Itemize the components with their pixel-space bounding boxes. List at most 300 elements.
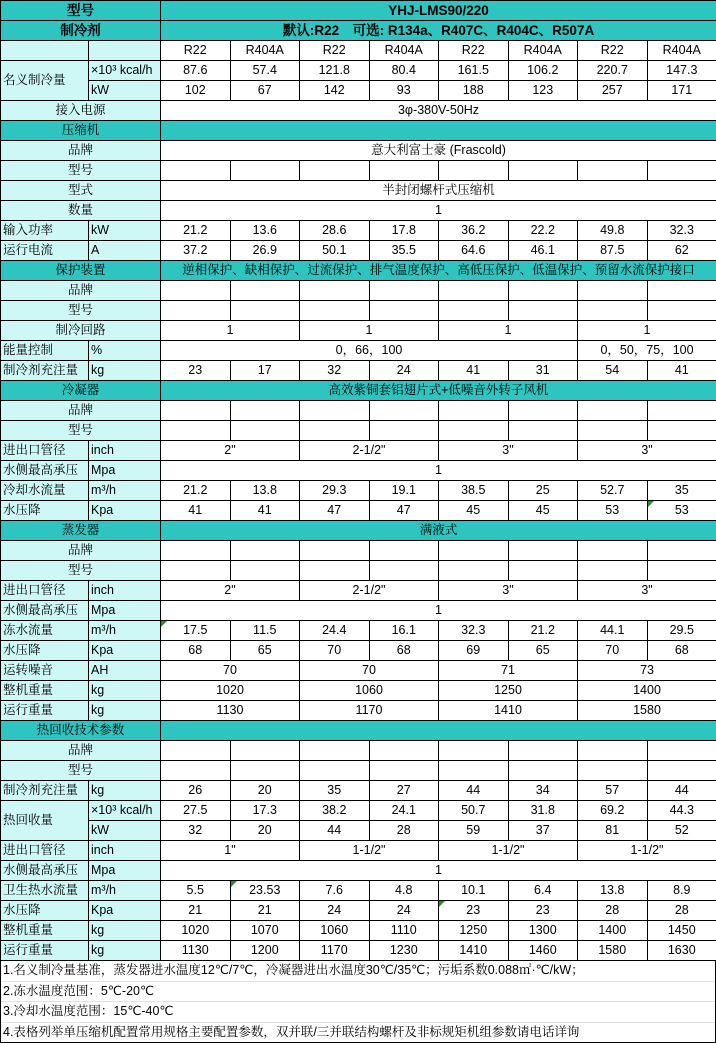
spec-cell: 70 <box>300 641 370 661</box>
spec-cell: 28.6 <box>300 221 370 241</box>
spec-cell: 1-1/2" <box>439 841 578 861</box>
unit-label: m³/h <box>89 881 161 901</box>
spec-cell: 1400 <box>578 681 716 701</box>
spec-cell: 1110 <box>369 921 439 941</box>
spec-cell: 93 <box>369 81 439 101</box>
unit-label: Mpa <box>89 861 161 881</box>
spec-cell <box>300 401 370 421</box>
spec-cell: 13.6 <box>230 221 300 241</box>
spec-cell: 23 <box>161 361 231 381</box>
spec-cell <box>161 161 231 181</box>
spec-cell <box>369 161 439 181</box>
spec-cell <box>300 281 370 301</box>
spec-cell: 171 <box>647 81 716 101</box>
spec-cell: 3" <box>578 581 716 601</box>
spec-cell: 68 <box>161 641 231 661</box>
spec-cell: 44 <box>647 781 716 801</box>
section-label: 型号 <box>1 1 161 21</box>
spec-cell: 5.5 <box>161 881 231 901</box>
row-label: 型号 <box>1 561 161 581</box>
spec-cell: 4.8 <box>369 881 439 901</box>
unit-label: AH <box>89 661 161 681</box>
spec-cell <box>369 741 439 761</box>
spec-cell: 34 <box>508 781 578 801</box>
section-value: 默认:R22 可选: R134a、R407C、R404C、R507A <box>161 21 716 41</box>
footnote: 3.冷却水温度范围：15℃-40℃ <box>1 1002 715 1023</box>
spec-cell: 35 <box>647 481 716 501</box>
spec-cell: 47 <box>369 501 439 521</box>
spec-cell <box>369 401 439 421</box>
spec-cell: 17.5 <box>161 621 231 641</box>
spec-cell: 37 <box>508 821 578 841</box>
spec-cell: 123 <box>508 81 578 101</box>
spec-cell: 36.2 <box>439 221 509 241</box>
spec-cell: 1-1/2" <box>578 841 716 861</box>
unit-label: kg <box>89 921 161 941</box>
spec-cell: 3" <box>578 441 716 461</box>
spec-cell: 1020 <box>161 921 231 941</box>
spec-cell <box>578 421 648 441</box>
row-label: 制冷剂充注量 <box>1 781 89 801</box>
spec-cell <box>300 421 370 441</box>
spec-cell: 21 <box>230 901 300 921</box>
spec-cell: 11.5 <box>230 621 300 641</box>
spec-cell: 17 <box>230 361 300 381</box>
cell-flag-triangle-icon <box>439 901 445 907</box>
spec-cell: 52.7 <box>578 481 648 501</box>
spec-cell: 16.1 <box>369 621 439 641</box>
unit-label: A <box>89 241 161 261</box>
spec-cell: 31 <box>508 361 578 381</box>
spec-cell: 1 <box>161 461 716 481</box>
spec-cell: 19.1 <box>369 481 439 501</box>
spec-cell <box>230 761 300 781</box>
spec-cell <box>300 301 370 321</box>
unit-label: kg <box>89 701 161 721</box>
spec-cell: 24 <box>369 901 439 921</box>
spec-cell <box>508 421 578 441</box>
spec-cell <box>369 421 439 441</box>
spec-cell <box>647 301 716 321</box>
spec-cell: 53 <box>647 501 716 521</box>
spec-cell: 69 <box>439 641 509 661</box>
section-value: 满液式 <box>161 521 716 541</box>
spec-cell: 44.3 <box>647 801 716 821</box>
spec-cell: 24.1 <box>369 801 439 821</box>
spec-cell <box>439 161 509 181</box>
spec-cell <box>300 541 370 561</box>
spec-cell <box>508 161 578 181</box>
row-label: 输入功率 <box>1 221 89 241</box>
row-label: 运行重量 <box>1 701 89 721</box>
spec-cell <box>230 421 300 441</box>
spec-cell: 1400 <box>578 921 648 941</box>
refrigerant-col-headers: R22 <box>300 41 370 61</box>
spec-cell: 32 <box>161 821 231 841</box>
row-label: 运行电流 <box>1 241 89 261</box>
spec-cell <box>508 541 578 561</box>
spec-cell: 1060 <box>300 681 439 701</box>
spec-cell: 35 <box>300 781 370 801</box>
cell-flag-triangle-icon <box>648 501 654 507</box>
spec-cell: 45 <box>508 501 578 521</box>
unit-label: ×10³ kcal/h <box>89 61 161 81</box>
spec-cell <box>578 161 648 181</box>
spec-cell <box>647 761 716 781</box>
spec-cell <box>508 741 578 761</box>
spec-cell: 32.3 <box>647 221 716 241</box>
cell-flag-triangle-icon <box>231 881 237 887</box>
spec-cell: 1 <box>161 861 716 881</box>
spec-cell: 64.6 <box>439 241 509 261</box>
spec-cell <box>369 761 439 781</box>
spec-cell: 6.4 <box>508 881 578 901</box>
spec-cell: 2-1/2" <box>300 581 439 601</box>
row-label: 品牌 <box>1 741 161 761</box>
spec-cell: 59 <box>439 821 509 841</box>
spec-cell: 17.8 <box>369 221 439 241</box>
section-label: 压缩机 <box>1 121 161 141</box>
spec-cell: 52 <box>647 821 716 841</box>
spec-cell: 1070 <box>230 921 300 941</box>
spec-cell: 1630 <box>647 941 716 961</box>
spec-cell: 21.2 <box>161 481 231 501</box>
spec-cell: 1020 <box>161 681 300 701</box>
row-label: 运转噪音 <box>1 661 89 681</box>
spec-cell <box>578 301 648 321</box>
spec-cell: 25 <box>508 481 578 501</box>
spec-cell <box>161 421 231 441</box>
spec-cell: 1580 <box>578 941 648 961</box>
section-label: 保护装置 <box>1 261 161 281</box>
spec-cell <box>647 281 716 301</box>
spec-cell: 0，50，75，100 <box>578 341 716 361</box>
spec-cell: 26 <box>161 781 231 801</box>
spec-cell: 1300 <box>508 921 578 941</box>
spec-cell: 23 <box>508 901 578 921</box>
spec-cell <box>439 421 509 441</box>
spec-cell: 38.5 <box>439 481 509 501</box>
spec-cell: 102 <box>161 81 231 101</box>
footnote: 4.表格列举单压缩机配置常用规格主要配置参数，双并联/三并联结构螺杆及非标规矩机组参数请电话详询 <box>3 1024 580 1039</box>
row-label: 进出口管径 <box>1 841 89 861</box>
refrigerant-col-headers: R404A <box>369 41 439 61</box>
spec-cell: 17.3 <box>230 801 300 821</box>
spec-cell: 23.53 <box>230 881 300 901</box>
spec-cell: 1200 <box>230 941 300 961</box>
spec-cell: 142 <box>300 81 370 101</box>
spec-cell: 147.3 <box>647 61 716 81</box>
unit-label: kg <box>89 681 161 701</box>
spec-cell: 2" <box>161 441 300 461</box>
unit-label: Kpa <box>89 641 161 661</box>
spec-cell: 1230 <box>369 941 439 961</box>
row-label: 水侧最高承压 <box>1 601 89 621</box>
row-label: 品牌 <box>1 401 161 421</box>
section-label: 热回收技术参数 <box>1 721 161 741</box>
refrigerant-col-headers: R22 <box>161 41 231 61</box>
spec-cell <box>230 161 300 181</box>
row-label: 卫生热水流量 <box>1 881 89 901</box>
spec-cell: 38.2 <box>300 801 370 821</box>
spec-cell <box>439 741 509 761</box>
spec-cell: 68 <box>369 641 439 661</box>
row-label: 品牌 <box>1 541 161 561</box>
spec-cell: 27.5 <box>161 801 231 821</box>
spec-cell: 28 <box>647 901 716 921</box>
spec-cell <box>230 301 300 321</box>
unit-label: kW <box>89 81 161 101</box>
row-label: 冷却水流量 <box>1 481 89 501</box>
spec-cell <box>647 421 716 441</box>
spec-cell <box>161 741 231 761</box>
spec-cell: 7.6 <box>300 881 370 901</box>
row-label: 型号 <box>1 301 161 321</box>
spec-cell: 106.2 <box>508 61 578 81</box>
unit-label <box>89 41 161 61</box>
spec-cell: 1 <box>161 601 716 621</box>
spec-cell: 47 <box>300 501 370 521</box>
unit-label: inch <box>89 841 161 861</box>
spec-cell <box>161 401 231 421</box>
cell-flag-triangle-icon <box>161 621 167 627</box>
row-label: 进出口管径 <box>1 441 89 461</box>
spec-cell: 27 <box>369 781 439 801</box>
spec-cell: 87.6 <box>161 61 231 81</box>
spec-cell: 220.7 <box>578 61 648 81</box>
spec-cell <box>508 401 578 421</box>
spec-cell: 1" <box>161 841 300 861</box>
spec-cell: 62 <box>647 241 716 261</box>
spec-cell: 50.7 <box>439 801 509 821</box>
spec-cell <box>508 761 578 781</box>
spec-cell: 半封闭螺杆式压缩机 <box>161 181 716 201</box>
spec-cell <box>647 741 716 761</box>
row-label: 水侧最高承压 <box>1 861 89 881</box>
spec-cell: 41 <box>439 361 509 381</box>
spec-cell: 69.2 <box>578 801 648 821</box>
spec-cell: 41 <box>230 501 300 521</box>
unit-label: m³/h <box>89 481 161 501</box>
spec-cell: 21.2 <box>161 221 231 241</box>
spec-cell <box>230 741 300 761</box>
section-value <box>161 721 716 741</box>
unit-label: kg <box>89 781 161 801</box>
spec-cell: 20 <box>230 821 300 841</box>
spec-cell <box>578 741 648 761</box>
spec-cell: 53 <box>578 501 648 521</box>
spec-cell: 24 <box>369 361 439 381</box>
spec-cell: 21.2 <box>508 621 578 641</box>
spec-cell: 21 <box>161 901 231 921</box>
spec-cell <box>369 281 439 301</box>
row-label: 水压降 <box>1 501 89 521</box>
spec-cell <box>578 541 648 561</box>
row-label: 制冷回路 <box>1 321 161 341</box>
spec-cell: 54 <box>578 361 648 381</box>
footnotes <box>0 961 716 1043</box>
spec-cell: 意大利富士豪 (Frascold) <box>161 141 716 161</box>
refrigerant-col-headers: R22 <box>439 41 509 61</box>
spec-cell: 70 <box>300 661 439 681</box>
spec-cell: 44 <box>439 781 509 801</box>
spec-cell <box>578 561 648 581</box>
row-label: 型式 <box>1 181 161 201</box>
spec-cell: 68 <box>647 641 716 661</box>
spec-cell <box>300 761 370 781</box>
spec-cell: 1130 <box>161 701 300 721</box>
spec-cell <box>647 401 716 421</box>
unit-label: inch <box>89 581 161 601</box>
refrigerant-col-headers: R404A <box>647 41 716 61</box>
spec-cell: 1170 <box>300 701 439 721</box>
section-value: 逆相保护、缺相保护、过流保护、排气温度保护、高低压保护、低温保护、预留水流保护接口 <box>161 261 716 281</box>
spec-cell: 44 <box>300 821 370 841</box>
spec-cell: 1-1/2" <box>300 841 439 861</box>
spec-cell: 57.4 <box>230 61 300 81</box>
spec-cell: 1 <box>439 321 578 341</box>
spec-cell <box>647 161 716 181</box>
section-value: YHJ-LMS90/220 <box>161 1 716 21</box>
spec-cell: 81 <box>578 821 648 841</box>
spec-cell <box>300 161 370 181</box>
row-label <box>1 41 89 61</box>
spec-cell <box>230 401 300 421</box>
row-label: 整机重量 <box>1 921 89 941</box>
spec-cell <box>508 561 578 581</box>
spec-cell: 3φ-380V-50Hz <box>161 101 716 121</box>
refrigerant-col-headers: R404A <box>508 41 578 61</box>
spec-cell: 0，66，100 <box>161 341 578 361</box>
spec-cell: 8.9 <box>647 881 716 901</box>
row-label: 型号 <box>1 421 161 441</box>
spec-cell: 31.8 <box>508 801 578 821</box>
spec-cell: 29.5 <box>647 621 716 641</box>
row-label: 型号 <box>1 161 161 181</box>
spec-cell: 20 <box>230 781 300 801</box>
spec-cell: 2" <box>161 581 300 601</box>
spec-table-body <box>1 1 716 961</box>
spec-cell: 28 <box>578 901 648 921</box>
spec-cell: 24 <box>300 901 370 921</box>
spec-cell: 65 <box>230 641 300 661</box>
spec-cell: 32 <box>300 361 370 381</box>
spec-cell: 87.5 <box>578 241 648 261</box>
spec-cell: 13.8 <box>578 881 648 901</box>
unit-label: inch <box>89 441 161 461</box>
spec-cell: 46.1 <box>508 241 578 261</box>
row-label: 水侧最高承压 <box>1 461 89 481</box>
spec-cell <box>369 301 439 321</box>
spec-cell: 1 <box>578 321 716 341</box>
spec-cell: 28 <box>369 821 439 841</box>
row-label: 运行重量 <box>1 941 89 961</box>
spec-cell <box>439 301 509 321</box>
spec-cell <box>508 301 578 321</box>
unit-label: kg <box>89 941 161 961</box>
spec-cell <box>369 561 439 581</box>
spec-cell <box>439 401 509 421</box>
spec-cell: 29.3 <box>300 481 370 501</box>
spec-cell: 24.4 <box>300 621 370 641</box>
row-label: 整机重量 <box>1 681 89 701</box>
section-value: 高效紫铜套铝翅片式+低噪音外转子风机 <box>161 381 716 401</box>
spec-cell: 1250 <box>439 921 509 941</box>
row-label: 品牌 <box>1 281 161 301</box>
refrigerant-col-headers: R22 <box>578 41 648 61</box>
spec-cell: 1 <box>161 321 300 341</box>
spec-cell: 1 <box>161 201 716 221</box>
unit-label: Mpa <box>89 461 161 481</box>
footnote: 1.名义制冷量基准，蒸发器进水温度12℃/7℃，冷凝器进出水温度30℃/35℃；污垢系数0.088㎡·℃/kW； <box>1 961 715 982</box>
spec-cell: 67 <box>230 81 300 101</box>
spec-cell <box>230 561 300 581</box>
spec-cell <box>439 281 509 301</box>
spec-cell: 37.2 <box>161 241 231 261</box>
spec-cell <box>161 541 231 561</box>
row-label: 进出口管径 <box>1 581 89 601</box>
section-label: 蒸发器 <box>1 521 161 541</box>
spec-cell: 1130 <box>161 941 231 961</box>
row-label: 型号 <box>1 761 161 781</box>
unit-label: Kpa <box>89 501 161 521</box>
unit-label: Mpa <box>89 601 161 621</box>
spec-cell: 1170 <box>300 941 370 961</box>
unit-label: ×10³ kcal/h <box>89 801 161 821</box>
spec-cell: 13.8 <box>230 481 300 501</box>
spec-cell: 22.2 <box>508 221 578 241</box>
spec-cell: 10.1 <box>439 881 509 901</box>
spec-cell: 45 <box>439 501 509 521</box>
spec-cell <box>230 541 300 561</box>
unit-label: kW <box>89 821 161 841</box>
spec-cell: 65 <box>508 641 578 661</box>
spec-cell <box>369 541 439 561</box>
section-label: 冷凝器 <box>1 381 161 401</box>
spec-cell: 50.1 <box>300 241 370 261</box>
spec-cell: 1410 <box>439 941 509 961</box>
spec-cell: 71 <box>439 661 578 681</box>
row-label: 数量 <box>1 201 161 221</box>
spec-cell <box>161 761 231 781</box>
spec-cell <box>439 541 509 561</box>
spec-cell: 73 <box>578 661 716 681</box>
row-label: 冻水流量 <box>1 621 89 641</box>
unit-label: Kpa <box>89 901 161 921</box>
spec-cell <box>439 561 509 581</box>
spec-cell: 1450 <box>647 921 716 941</box>
row-label: 水压降 <box>1 901 89 921</box>
row-label: 制冷剂充注量 <box>1 361 89 381</box>
spec-cell <box>508 281 578 301</box>
spec-cell: 1460 <box>508 941 578 961</box>
spec-cell: 161.5 <box>439 61 509 81</box>
spec-cell <box>161 301 231 321</box>
spec-cell: 3" <box>439 581 578 601</box>
row-label: 品牌 <box>1 141 161 161</box>
spec-cell <box>300 741 370 761</box>
spec-cell: 49.8 <box>578 221 648 241</box>
footnote: 2.冻水温度范围：5℃-20℃ <box>1 982 715 1003</box>
spec-cell: 80.4 <box>369 61 439 81</box>
spec-cell <box>300 561 370 581</box>
spec-cell: 1250 <box>439 681 578 701</box>
spec-cell: 44.1 <box>578 621 648 641</box>
spec-cell: 23 <box>439 901 509 921</box>
row-label: 水压降 <box>1 641 89 661</box>
spec-cell: 41 <box>647 361 716 381</box>
spec-cell <box>647 561 716 581</box>
